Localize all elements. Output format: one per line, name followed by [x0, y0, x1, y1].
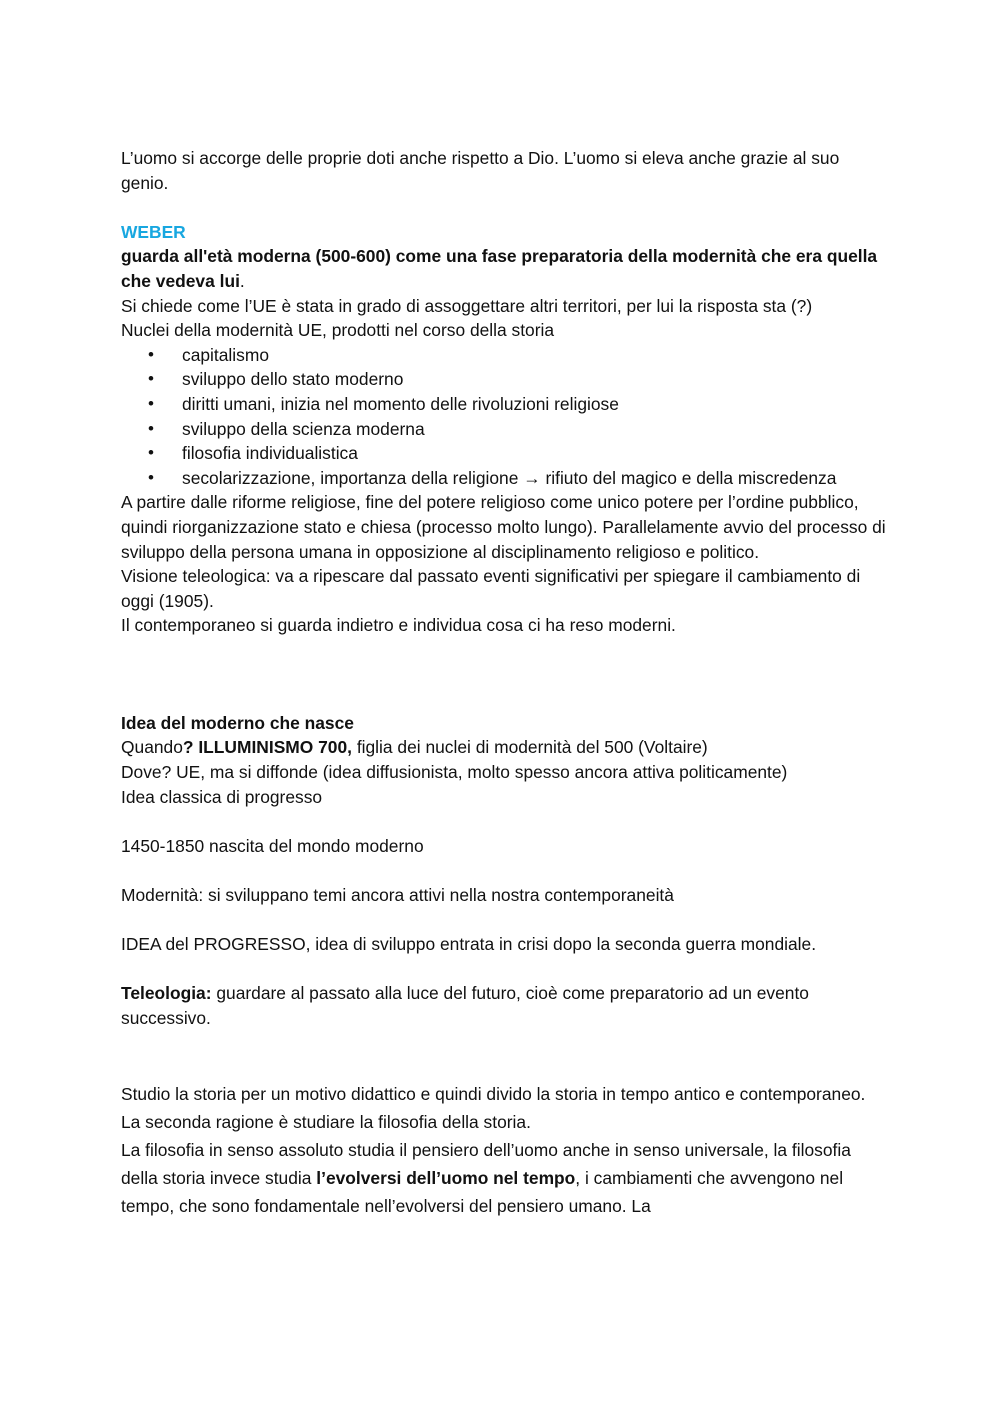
weber-bold-text: guarda all'età moderna (500-600) come una fase preparatoria della modernità che era quella che vedeva lui	[121, 246, 878, 291]
nuclei-list	[121, 343, 891, 491]
intro-paragraph: L’uomo si accorge delle proprie doti anche rispetto a Dio. L’uomo si eleva anche grazie al suo genio.	[121, 148, 840, 193]
spacer	[121, 957, 891, 982]
final-section	[121, 1080, 891, 1221]
bullet-icon: •	[148, 418, 154, 438]
studio-paragraph: Studio la storia per un motivo didattico e quindi divido la storia in tempo antico e contemporaneo.	[121, 1083, 866, 1104]
filosofia-text: La filosofia in senso assoluto studia il pensiero dell’uomo anche in senso universale, la filosofia della storia invece studia	[121, 1140, 851, 1189]
nascita-line: 1450-1850 nascita del mondo moderno	[121, 835, 424, 856]
bullet-icon: •	[148, 344, 154, 364]
modernita-line: Modernità: si sviluppano temi ancora attivi nella nostra contemporaneità	[121, 885, 674, 906]
filosofia-rest: , i cambiamenti che avvengono nel tempo, che sono fondamentale nell’evolversi del pensiero umano. La	[121, 1168, 844, 1217]
weber-question: Si chiede come l’UE è stata in grado di assoggettare altri territori, per lui la risposta sta (?)	[121, 295, 813, 316]
list-item-text: diritti umani, inizia nel momento delle rivoluzioni religiose	[182, 393, 619, 414]
spacer	[121, 638, 891, 711]
spacer	[121, 1031, 891, 1080]
list-item	[121, 343, 891, 368]
weber-heading: WEBER	[121, 221, 186, 242]
quando-line	[121, 735, 891, 760]
bullet-icon: •	[148, 443, 154, 463]
idea-classica-line: Idea classica di progresso	[121, 786, 323, 807]
quando-rest: figlia dei nuclei di modernità del 500 (Voltaire)	[351, 737, 708, 758]
weber-period: .	[239, 270, 245, 291]
list-item-text: secolarizzazione, importanza della religione → rifiuto del magico e della miscredenza	[182, 467, 837, 488]
spacer	[121, 908, 891, 933]
spacer	[121, 858, 891, 883]
idea-heading: Idea del moderno che nasce	[121, 712, 354, 733]
list-item	[121, 466, 891, 491]
spacer	[121, 195, 891, 220]
list-item	[121, 417, 891, 442]
quando-bold: ? ILLUMINISMO 700,	[182, 737, 352, 758]
bullet-icon: •	[148, 393, 154, 413]
bullet-icon: •	[148, 369, 154, 389]
teleologia-definition: guardare al passato alla luce del futuro, cioè come preparatorio ad un evento successivo.	[121, 983, 809, 1028]
filosofia-paragraph	[121, 1136, 891, 1221]
list-item-text: capitalismo	[182, 344, 269, 365]
list-item-text: sviluppo dello stato moderno	[182, 369, 404, 390]
nuclei-intro: Nuclei della modernità UE, prodotti nel corso della storia	[121, 320, 555, 341]
teleologia-term: Teleologia:	[121, 983, 212, 1004]
bullet-icon: •	[148, 467, 154, 487]
list-item-text: filosofia individualistica	[182, 443, 358, 464]
contemporaneo-paragraph: Il contemporaneo si guarda indietro e individua cosa ci ha reso moderni.	[121, 615, 676, 636]
spacer	[121, 809, 891, 834]
riforme-paragraph: A partire dalle riforme religiose, fine del potere religioso come unico potere per l’ordine pubblico, quindi riorganizzazione stato e chiesa (processo molto lungo). Parallelamente avvio del processo di sviluppo della persona umana in opposizione al disciplinamento religioso e politico.	[121, 492, 886, 562]
dove-line: Dove? UE, ma si diffonde (idea diffusionista, molto spesso ancora attiva politicamente)	[121, 762, 788, 783]
quando-label: Quando	[121, 737, 183, 758]
list-item	[121, 367, 891, 392]
visione-paragraph: Visione teleologica: va a ripescare dal passato eventi significativi per spiegare il cambiamento di oggi (1905).	[121, 566, 861, 611]
weber-statement	[121, 244, 891, 293]
list-item	[121, 441, 891, 466]
list-item-text: sviluppo della scienza moderna	[182, 418, 425, 439]
list-item	[121, 392, 891, 417]
teleologia-paragraph	[121, 981, 891, 1030]
document-body	[121, 146, 891, 1221]
progresso-line: IDEA del PROGRESSO, idea di sviluppo entrata in crisi dopo la seconda guerra mondiale.	[121, 934, 817, 955]
filosofia-bold: l’evolversi dell’uomo nel tempo	[316, 1168, 576, 1189]
seconda-ragione-line: La seconda ragione è studiare la filosofia della storia.	[121, 1111, 531, 1132]
